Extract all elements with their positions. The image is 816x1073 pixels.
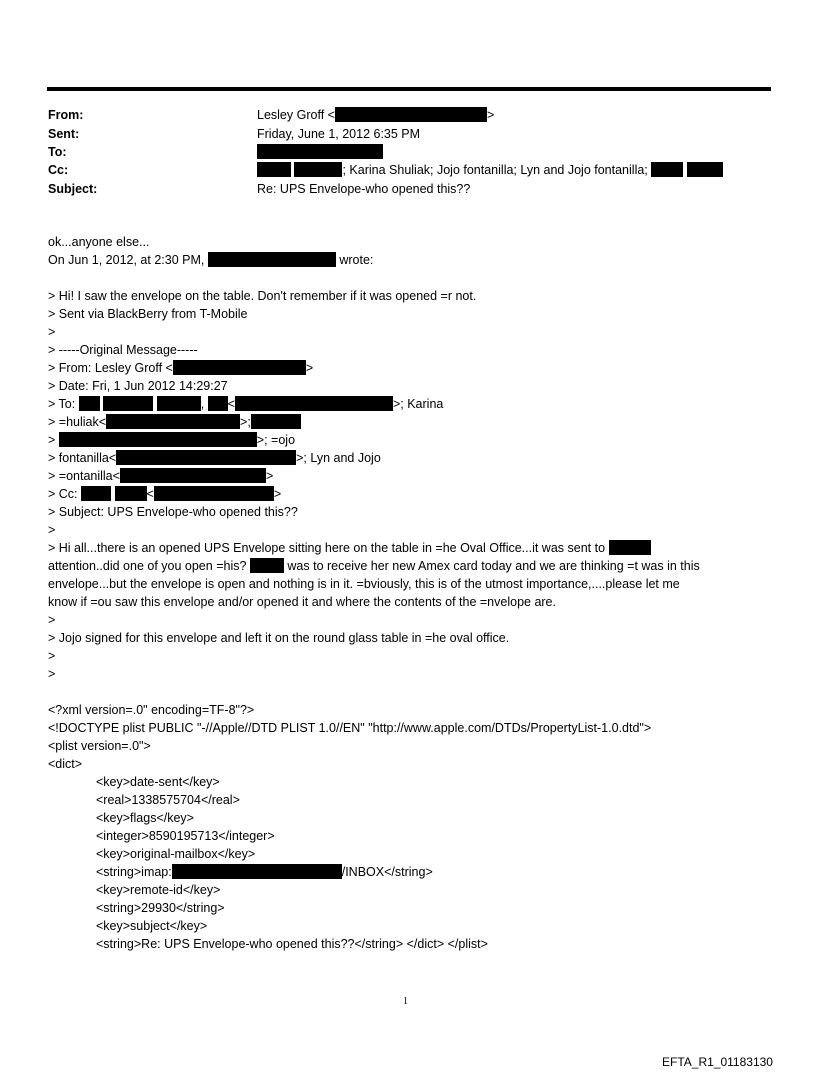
body-text: was to receive her new Amex card today and we are thinking =t was in this [287, 559, 700, 573]
to-value [257, 143, 383, 161]
redaction-box [257, 162, 291, 177]
redaction-box [81, 486, 111, 501]
cc-names: ; Karina Shuliak; Jojo fontanilla; Lyn and Jojo fontanilla; [342, 163, 648, 177]
header-rule [47, 87, 771, 91]
redaction-box [250, 558, 284, 573]
redaction-box [251, 414, 301, 429]
quoted-line: > Sent via BlackBerry from T-Mobile [48, 307, 248, 321]
body-text: >; Lyn and Jojo [296, 451, 381, 465]
body-text: > =huliak< [48, 415, 107, 429]
body-text: On Jun 1, 2012, at 2:30 PM, [48, 253, 205, 267]
quoted-line [48, 449, 381, 467]
plist-line: <key>subject</key> [96, 919, 208, 933]
body-text: > fontanilla< [48, 451, 117, 465]
redaction-box [208, 396, 228, 411]
body-text: > To: [48, 397, 76, 411]
subject-value: Re: UPS Envelope-who opened this?? [257, 182, 471, 196]
body-text: >; [240, 415, 251, 429]
redaction-box [294, 162, 342, 177]
body-text: > From: Lesley Groff < [48, 361, 173, 375]
body-text: > Cc: [48, 487, 78, 501]
quoted-line: > [48, 667, 56, 681]
body-line: ok...anyone else... [48, 235, 150, 249]
redaction-box [172, 864, 342, 879]
quoted-line [48, 467, 273, 485]
redaction-box [335, 107, 487, 122]
quoted-line: > [48, 325, 56, 339]
bates-number: EFTA_R1_01183130 [662, 1055, 773, 1069]
body-text: , [200, 397, 205, 411]
quoted-line [48, 395, 443, 413]
quoted-line: > [48, 649, 56, 663]
plist-line: <!DOCTYPE plist PUBLIC "-//Apple//DTD PLIST 1.0//EN" "http://www.apple.com/DTDs/PropertyList-1.0.dtd"> [48, 721, 652, 735]
quoted-line: envelope...but the envelope is open and nothing is in it. =bviously, this is of the utmost importance,....please let me [48, 577, 680, 591]
quoted-line [48, 485, 281, 503]
quoted-line: know if =ou saw this envelope and/or opened it and where the contents of the =nvelope are. [48, 595, 556, 609]
body-text: < [146, 487, 154, 501]
body-text: wrote: [339, 253, 374, 267]
subject-label: Subject: [48, 182, 98, 196]
body-text: < [227, 397, 235, 411]
body-line [48, 251, 373, 269]
redaction-box [115, 486, 147, 501]
redaction-box [79, 396, 100, 411]
quoted-line: > Jojo signed for this envelope and left it on the round glass table in =he oval office. [48, 631, 510, 645]
body-text: > Hi all...there is an opened UPS Envelope sitting here on the table in =he Oval Office...it was sent to [48, 541, 606, 555]
plist-line: <real>1338575704</real> [96, 793, 240, 807]
from-value [257, 106, 494, 124]
quoted-line: > -----Original Message----- [48, 343, 198, 357]
redaction-box [173, 360, 306, 375]
redaction-box [103, 396, 153, 411]
redaction-box [257, 144, 383, 159]
from-name: Lesley Groff < [257, 108, 335, 122]
quoted-line: > Date: Fri, 1 Jun 2012 14:29:27 [48, 379, 228, 393]
plist-line: <dict> [48, 757, 83, 771]
page-number: 1 [403, 996, 408, 1007]
redaction-box [609, 540, 651, 555]
plist-line: <key>date-sent</key> [96, 775, 220, 789]
quoted-line [48, 557, 700, 575]
quoted-line [48, 539, 651, 557]
body-text: > [273, 487, 282, 501]
cc-label: Cc: [48, 163, 69, 177]
from-close: > [486, 108, 495, 122]
body-text: >; Karina [392, 397, 444, 411]
quoted-line: > [48, 613, 56, 627]
body-text: >; =ojo [256, 433, 296, 447]
body-text: > =ontanilla< [48, 469, 120, 483]
from-label: From: [48, 108, 84, 122]
plist-line: <string>Re: UPS Envelope-who opened this??</string> </dict> </plist> [96, 937, 488, 951]
redaction-box [651, 162, 683, 177]
body-text: > [48, 433, 56, 447]
redaction-box [106, 414, 240, 429]
to-label: To: [48, 145, 67, 159]
body-text: attention..did one of you open =his? [48, 559, 247, 573]
plist-line: <plist version=.0"> [48, 739, 151, 753]
redaction-box [120, 468, 266, 483]
quoted-line [48, 431, 295, 449]
body-text: > [305, 361, 314, 375]
plist-line: <key>original-mailbox</key> [96, 847, 256, 861]
plist-line: <integer>8590195713</integer> [96, 829, 275, 843]
sent-value: Friday, June 1, 2012 6:35 PM [257, 127, 421, 141]
redaction-box [208, 252, 336, 267]
quoted-line: > Subject: UPS Envelope-who opened this?? [48, 505, 298, 519]
quoted-line: > [48, 523, 56, 537]
redaction-box [687, 162, 723, 177]
redaction-box [59, 432, 257, 447]
quoted-line: > Hi! I saw the envelope on the table. Don't remember if it was opened =r not. [48, 289, 477, 303]
body-text: > [265, 469, 274, 483]
body-text: /INBOX</string> [341, 865, 433, 879]
plist-line [96, 863, 433, 881]
redaction-box [235, 396, 393, 411]
redaction-box [157, 396, 201, 411]
sent-label: Sent: [48, 127, 80, 141]
cc-value [257, 161, 723, 179]
plist-line: <key>remote-id</key> [96, 883, 221, 897]
quoted-line [48, 359, 313, 377]
redaction-box [154, 486, 274, 501]
plist-line: <?xml version=.0" encoding=TF-8"?> [48, 703, 255, 717]
body-text: <string>imap: [96, 865, 172, 879]
plist-line: <string>29930</string> [96, 901, 225, 915]
quoted-line [48, 413, 301, 431]
plist-line: <key>flags</key> [96, 811, 194, 825]
redaction-box [116, 450, 296, 465]
